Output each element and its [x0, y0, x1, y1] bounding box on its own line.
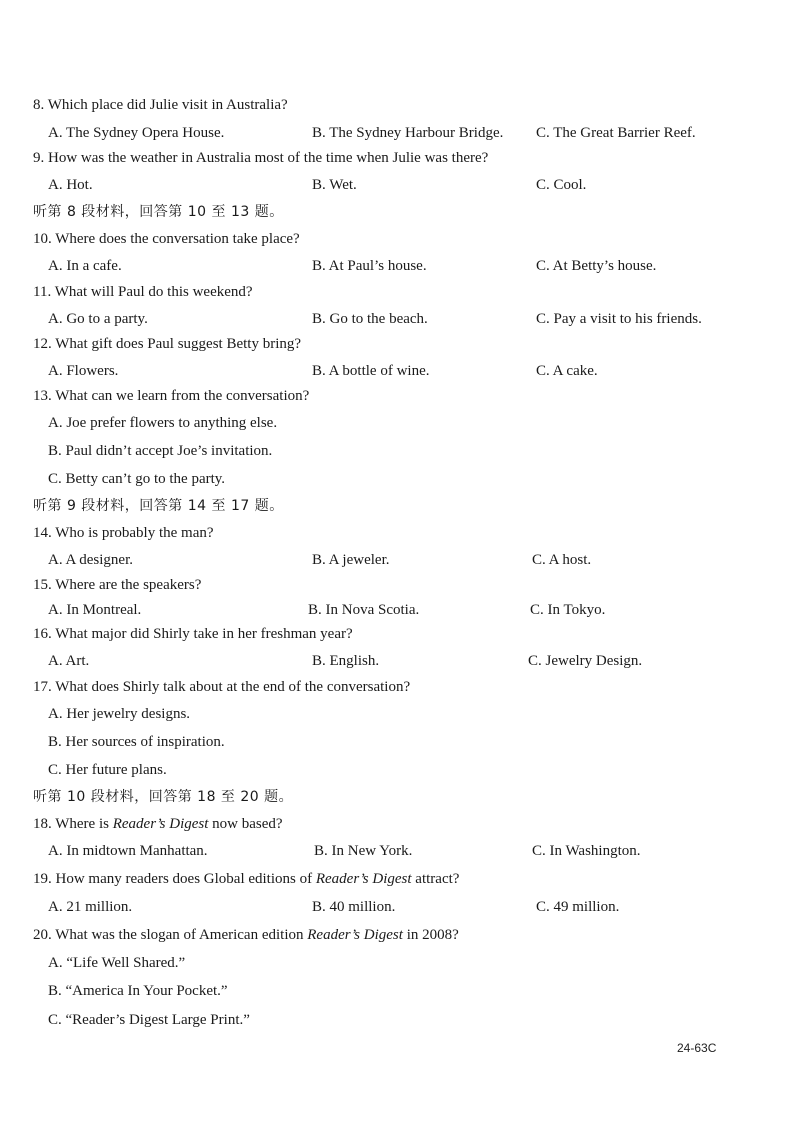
question-number: 17.	[33, 679, 52, 695]
q12-option-c: C. A cake.	[536, 363, 598, 379]
section-heading-8: 听第 8 段材料，回答第 10 至 13 题。	[33, 204, 284, 220]
question-text: What does Shirly talk about at the end of the conversation?	[55, 679, 411, 695]
question-text-after: attract?	[411, 871, 460, 887]
q14-option-b: B. A jeweler.	[312, 552, 390, 568]
q12-option-a: A. Flowers.	[48, 363, 119, 379]
q13-option-b: B. Paul didn’t accept Joe’s invitation.	[48, 443, 273, 459]
q18-option-c: C. In Washington.	[532, 843, 641, 859]
q15-option-b: B. In Nova Scotia.	[308, 602, 420, 618]
question-text-before: How many readers does Global editions of	[55, 871, 316, 887]
question-text-before: What was the slogan of American edition	[55, 927, 308, 943]
question-number: 15.	[33, 577, 52, 593]
q9-option-c: C. Cool.	[536, 177, 587, 193]
question-number: 18.	[33, 816, 52, 832]
question-text-italic: Reader’s Digest	[112, 816, 209, 832]
q8-option-c: C. The Great Barrier Reef.	[536, 125, 696, 141]
q14-option-a: A. A designer.	[48, 552, 133, 568]
q16-option-b: B. English.	[312, 653, 380, 669]
q11-option-a: A. Go to a party.	[48, 311, 148, 327]
question-18	[33, 815, 283, 833]
question-text-before: Where is	[55, 816, 113, 832]
q12-option-b: B. A bottle of wine.	[312, 363, 430, 379]
question-number: 19.	[33, 871, 52, 887]
question-number: 20.	[33, 927, 52, 943]
question-text-after: in 2008?	[402, 927, 459, 943]
q20-option-a: A. “Life Well Shared.”	[48, 955, 186, 971]
question-number: 13.	[33, 388, 52, 404]
question-text-after: now based?	[208, 816, 283, 832]
question-text-italic: Reader’s Digest	[307, 927, 403, 943]
question-14	[33, 524, 214, 542]
question-16	[33, 625, 353, 643]
q19-option-a: A. 21 million.	[48, 899, 133, 915]
q10-option-c: C. At Betty’s house.	[536, 258, 657, 274]
question-10	[33, 230, 300, 248]
question-text: Where does the conversation take place?	[55, 231, 300, 247]
q11-option-c: C. Pay a visit to his friends.	[536, 311, 702, 327]
section-heading-9: 听第 9 段材料，回答第 14 至 17 题。	[33, 498, 284, 514]
q9-option-b: B. Wet.	[312, 177, 357, 193]
question-number: 16.	[33, 626, 52, 642]
q16-option-a: A. Art.	[48, 653, 90, 669]
q17-option-c: C. Her future plans.	[48, 762, 167, 778]
question-text: Which place did Julie visit in Australia?	[47, 97, 288, 113]
question-number: 14.	[33, 525, 52, 541]
question-text: What will Paul do this weekend?	[54, 284, 253, 300]
q19-option-c: C. 49 million.	[536, 899, 620, 915]
q10-option-b: B. At Paul’s house.	[312, 258, 427, 274]
q17-option-b: B. Her sources of inspiration.	[48, 734, 225, 750]
question-number: 9.	[33, 150, 45, 166]
question-15	[33, 576, 201, 594]
question-text: Who is probably the man?	[55, 525, 214, 541]
q10-option-a: A. In a cafe.	[48, 258, 122, 274]
question-number: 11.	[33, 284, 52, 300]
q8-option-b: B. The Sydney Harbour Bridge.	[312, 125, 504, 141]
question-number: 10.	[33, 231, 52, 247]
question-number: 8.	[33, 97, 45, 113]
question-19	[33, 870, 459, 888]
q16-option-c: C. Jewelry Design.	[528, 653, 643, 669]
q8-option-a: A. The Sydney Opera House.	[48, 125, 225, 141]
q20-option-c: C. “Reader’s Digest Large Print.”	[48, 1012, 250, 1028]
q14-option-c: C. A host.	[532, 552, 592, 568]
question-9	[33, 149, 488, 167]
question-13	[33, 387, 309, 405]
question-12	[33, 335, 301, 353]
question-text: What can we learn from the conversation?	[55, 388, 310, 404]
q9-option-a: A. Hot.	[48, 177, 93, 193]
question-text: What gift does Paul suggest Betty bring?	[55, 336, 302, 352]
q17-option-a: A. Her jewelry designs.	[48, 706, 191, 722]
question-20	[33, 926, 459, 944]
question-text-italic: Reader’s Digest	[315, 871, 412, 887]
q19-option-b: B. 40 million.	[312, 899, 396, 915]
q20-option-b: B. “America In Your Pocket.”	[48, 983, 228, 999]
q15-option-c: C. In Tokyo.	[530, 602, 606, 618]
q13-option-a: A. Joe prefer flowers to anything else.	[48, 415, 278, 431]
question-text: How was the weather in Australia most of the time when Julie was there?	[48, 150, 489, 166]
question-17	[33, 678, 410, 696]
q11-option-b: B. Go to the beach.	[312, 311, 428, 327]
section-heading-10: 听第 10 段材料，回答第 18 至 20 题。	[33, 789, 294, 805]
q13-option-c: C. Betty can’t go to the party.	[48, 471, 226, 487]
question-number: 12.	[33, 336, 52, 352]
q18-option-b: B. In New York.	[314, 843, 413, 859]
question-8	[33, 96, 288, 114]
question-text: What major did Shirly take in her freshman year?	[55, 626, 353, 642]
q18-option-a: A. In midtown Manhattan.	[48, 843, 208, 859]
question-11	[33, 283, 253, 301]
page-code: 24-63C	[677, 1041, 717, 1055]
question-text: Where are the speakers?	[55, 577, 202, 593]
q15-option-a: A. In Montreal.	[48, 602, 142, 618]
